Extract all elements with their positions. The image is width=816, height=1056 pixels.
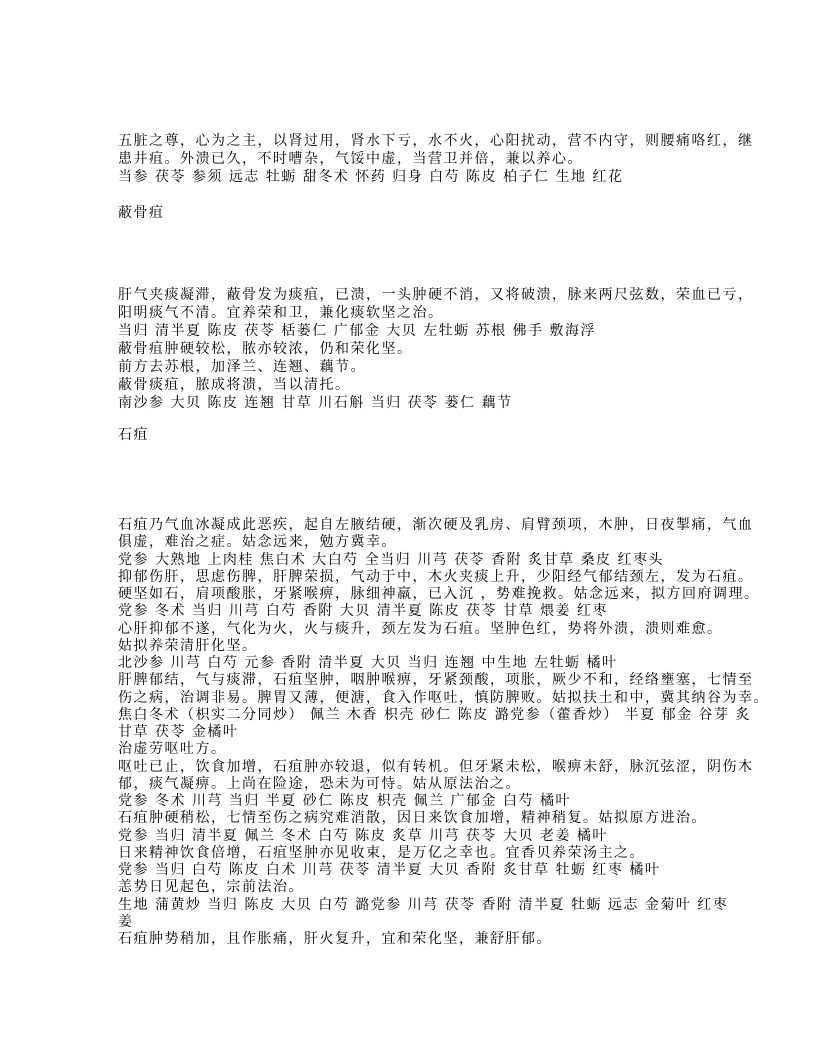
text-line: 党参 冬术 川芎 当归 半夏 砂仁 陈皮 枳壳 佩兰 广郁金 白芍 橘叶 bbox=[118, 793, 571, 809]
text-line: 治虚劳呕吐方。 bbox=[118, 741, 227, 758]
text-line: 伤之病，治调非易。脾胃又薄，便溏，食入作呕吐，慎防脾败。姑拟扶土和中，冀其纳谷为幸。 bbox=[118, 689, 769, 706]
text-line: 抑郁伤肝，思虑伤脾，肝脾荣损，气动于中，木火夹痰上升，少阳经气郁结颈左，发为石疽。 bbox=[118, 568, 754, 585]
text-line: 当归 清半夏 陈皮 茯苓 栝蒌仁 广郁金 大贝 左牡蛎 苏根 佛手 敷海浮 bbox=[118, 323, 597, 339]
text-line: 阳明痰气不清。宜养荣和卫，兼化痰软坚之治。 bbox=[118, 305, 444, 321]
text-line: 肝气夹痰凝滞，蔽骨发为痰疽，已溃，一头肿硬不消，又将破溃，脉来两尺弦数，荣血已亏， bbox=[118, 287, 754, 303]
text-line: 石疽乃气血冰凝成此恶疾，起自左腋结硬，渐次硬及乳房、肩臂颈项，木肿，日夜掣痛，气血 bbox=[118, 517, 754, 533]
text-line: 石疽肿硬稍松，七情至伤之病究难消散，因日来饮食加增，精神稍复。姑拟原方进治。 bbox=[118, 810, 707, 827]
bigu-section bbox=[118, 286, 754, 412]
text-line: 患井疽。外溃已久，不时嘈杂，气馁中虚，当营卫并倍，兼以养心。 bbox=[118, 151, 583, 167]
text-line: 呕吐已止，饮食加增，石疽肿亦较退，似有转机。但牙紧未松，喉痹未舒，脉沉弦涩，阴伤木 bbox=[118, 758, 754, 775]
text-line: 南沙参 大贝 陈皮 连翘 甘草 川石斛 当归 茯苓 蒌仁 藕节 bbox=[118, 395, 513, 411]
text-line: 党参 当归 清半夏 佩兰 冬术 白芍 陈皮 炙草 川芎 茯苓 大贝 老姜 橘叶 bbox=[118, 827, 608, 844]
text-line: 蔽骨疽肿硬较松，脓亦较浓，仍和荣化坚。 bbox=[118, 341, 413, 357]
section-heading-bigu bbox=[118, 204, 165, 222]
text-line: 石疽肿势稍加，且作胀痛，肝火复升，宜和荣化坚，兼舒肝郁。 bbox=[118, 931, 552, 947]
text-line: 甘草 茯苓 金橘叶 bbox=[118, 724, 239, 740]
section-heading-shiju bbox=[118, 426, 149, 444]
text-line: 党参 冬术 当归 川芎 白芍 香附 大贝 清半夏 陈皮 茯苓 甘草 煨姜 红枣 bbox=[118, 603, 608, 620]
text-line: 肝脾郁结，气与痰滞，石疽坚肿，咽肿喉痹，牙紧颈酸，项胀，厥少不和，经络壅塞，七情至 bbox=[118, 672, 754, 689]
text-line: 日来精神饮食倍增，石疽坚肿亦见收束，是万亿之幸也。宜香贝养荣汤主之。 bbox=[118, 844, 645, 861]
text-line: 当参 茯苓 参须 远志 牡蛎 甜冬术 怀药 归身 白芍 陈皮 柏子仁 生地 红花 bbox=[118, 169, 624, 185]
text-line: 焦白冬术（枳实二分同炒） 佩兰 木香 枳壳 砂仁 陈皮 潞党参（藿香炒） 半夏 郁金 谷芽 炙 bbox=[118, 706, 751, 723]
text-line: 姑拟养荣清肝化坚。 bbox=[118, 637, 258, 654]
heading-shiju: 石疽 bbox=[118, 427, 149, 443]
text-line: 蔽骨痰疽，脓成将溃，当以清托。 bbox=[118, 377, 351, 393]
text-line: 硬坚如石，肩项酸胀，牙紧喉痹，脉细神羸，已入沉 ，势难挽救。姑念远来，拟方回府调理。 bbox=[118, 586, 760, 602]
text-line: 姜 bbox=[118, 913, 134, 930]
text-line: 俱虚，难治之症。姑念远来，勉方冀幸。 bbox=[118, 534, 397, 551]
text-line: 恙势日见起色，宗前法治。 bbox=[118, 879, 304, 896]
heading-bigu: 蔽骨疽 bbox=[118, 205, 165, 221]
text-line: 生地 蒲黄炒 当归 陈皮 大贝 白芍 潞党参 川芎 茯苓 香附 清半夏 牡蛎 远志 金菊叶 红枣 bbox=[118, 896, 729, 913]
text-line: 郁，痰气凝痹。上尚在险途，恐未为可恃。姑从原法治之。 bbox=[118, 775, 521, 792]
text-line: 五脏之尊，心为之主，以肾过用，肾水下亏，水不火，心阳扰动，营不内守，则腰痛咯红，继 bbox=[118, 133, 754, 149]
text-line: 心肝抑郁不遂，气化为火，火与痰升，颈左发为石疽。坚肿色红，势将外溃，溃则难愈。 bbox=[118, 620, 723, 637]
text-line: 北沙参 川芎 白芍 元参 香附 清半夏 大贝 当归 连翘 中生地 左牡蛎 橘叶 bbox=[118, 655, 618, 671]
text-line: 前方去苏根，加泽兰、连翘、藕节。 bbox=[118, 359, 366, 375]
intro-section bbox=[118, 132, 754, 186]
text-line: 党参 大熟地 上肉桂 焦白术 大白芍 全当归 川芎 茯苓 香附 炙甘草 桑皮 红枣头 bbox=[118, 551, 664, 568]
shiju-section bbox=[118, 517, 769, 948]
text-line: 党参 当归 白芍 陈皮 白术 川芎 茯苓 清半夏 大贝 香附 炙甘草 牡蛎 红枣 橘叶 bbox=[118, 862, 661, 878]
